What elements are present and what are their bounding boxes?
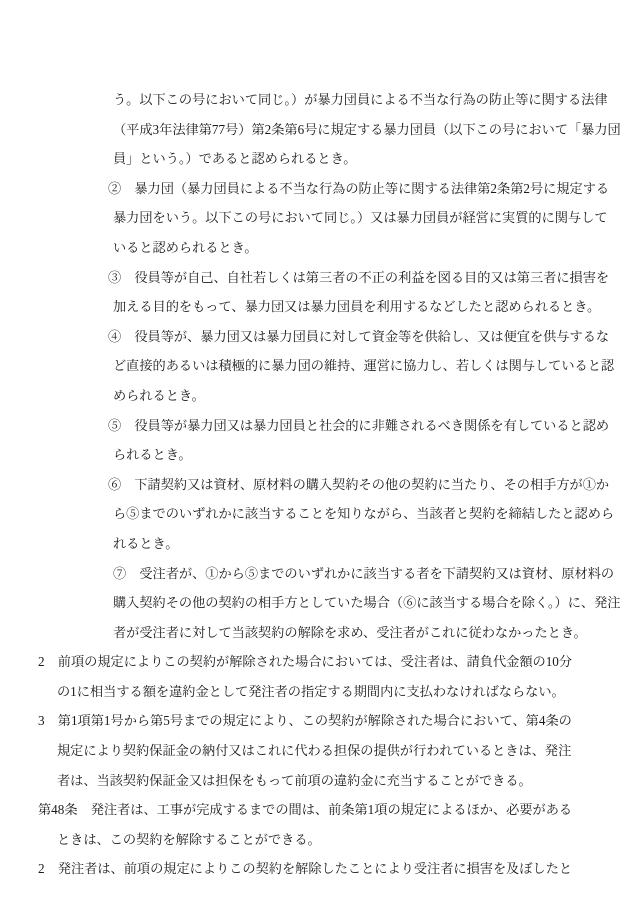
text-line: ら⑤までのいずれかに該当することを知りながら、当該者と契約を締結したと認めら [113,506,615,522]
text-line: られるとき。 [113,447,192,463]
text-line: ④ 役員等が、暴力団又は暴力団員に対して資金等を供給し、又は便宜を供与するな [108,328,610,344]
text-line: の1に相当する額を違約金として発注者の指定する期間内に支払わなければならない。 [57,683,565,699]
text-line: ② 暴力団（暴力団員による不当な行為の防止等に関する法律第2条第2号に規定する [108,180,610,196]
text-line: ⑤ 役員等が暴力団又は暴力団員と社会的に非難されるべき関係を有していると認め [108,417,610,433]
text-line: 2 前項の規定によりこの契約が解除された場合においては、受注者は、請負代金額の10分 [38,654,573,670]
text-line: 3 第1項第1号から第5号までの規定により、この契約が解除された場合において、第4条の [38,713,572,729]
text-line: ③ 役員等が自己、自社若しくは第三者の不正の利益を図る目的又は第三者に損害を [108,269,610,285]
text-line: ⑥ 下請契約又は資材、原材料の購入契約その他の契約に当たり、その相手方が①か [108,476,610,492]
text-line: 者は、当該契約保証金又は担保をもって前項の違約金に充当することができる。 [57,772,532,788]
text-line: ⑦ 受注者が、①から⑤までのいずれかに該当する者を下請契約又は資材、原材料の [113,565,615,581]
text-line: 規定により契約保証金の納付又はこれに代わる担保の提供が行われているときは、発注 [57,743,572,759]
text-line: 加える目的をもって、暴力団又は暴力団員を利用するなどしたと認められるとき。 [113,299,601,315]
text-line: （平成3年法律第77号）第2条第6号に規定する暴力団員（以下この号において「暴力団 [113,121,621,137]
text-line: 員」という。）であると認められるとき。 [113,151,357,167]
text-line: ど直接的あるいは積極的に暴力団の維持、運営に協力し、若しくは関与していると認 [113,358,615,374]
document-text-body [0,85,630,884]
text-line: 者が受注者に対して当該契約の解除を求め、受注者がこれに従わなかったとき。 [113,624,587,640]
text-line: れるとき。 [113,535,179,551]
text-line: められるとき。 [113,387,205,403]
text-line: う。以下この号において同じ。）が暴力団員による不当な行為の防止等に関する法律 [113,92,608,107]
text-line: 購入契約その他の契約の相手方としていた場合（⑥に該当する場合を除く。）に、発注 [113,595,621,611]
text-line: いると認められるとき。 [113,239,258,255]
text-line: 暴力団をいう。以下この号において同じ。）又は暴力団員が経営に実質的に関与して [113,210,608,226]
text-line: 2 発注者は、前項の規定によりこの契約を解除したことにより受注者に損害を及ぼしたと [38,861,573,877]
text-line: ときは、この契約を解除することができる。 [57,831,321,847]
text-line: 第48条 発注者は、工事が完成するまでの間は、前条第1項の規定によるほか、必要がある [38,802,573,818]
